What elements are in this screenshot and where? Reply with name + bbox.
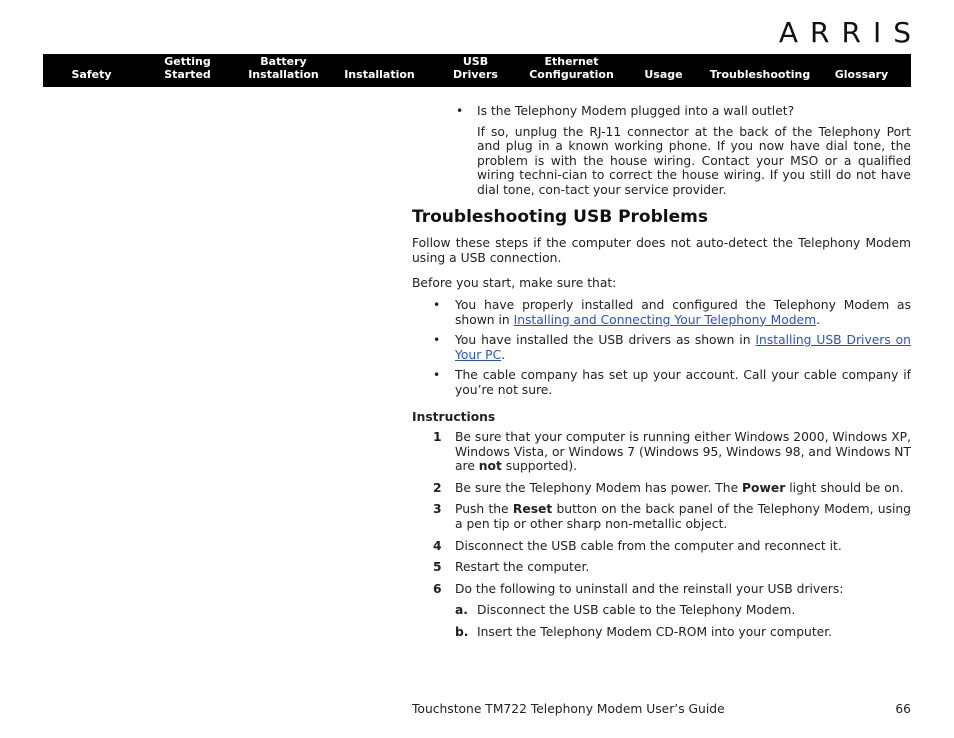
installing-usb-drivers-link[interactable]: Installing USB Drivers on Your PC [455,333,911,362]
top-nav-bar [43,54,911,87]
step-item: 5 Restart the computer. [433,560,590,575]
step-item: 3 Push the Reset button on the back panel of the Telephony Modem, using a pen tip or other sharp non-metallic object. [433,502,911,532]
prereq-item: • You have installed the USB drivers as shown in Installing USB Drivers on Your PC. [412,333,911,362]
nav-ethernet-configuration[interactable]: Ethernet Configuration [529,55,614,81]
nav-battery-installation[interactable]: Battery Installation [248,55,319,81]
installing-modem-link[interactable]: Installing and Connecting Your Telephony Modem [513,312,817,327]
paragraph: Follow these steps if the computer does not auto-detect the Telephony Modem using a USB connection. [412,236,911,265]
footer-doc-title: Touchstone TM722 Telephony Modem User’s Guide [412,702,725,716]
nav-troubleshooting[interactable]: Troubleshooting [709,68,811,81]
nav-usage[interactable]: Usage [644,68,683,81]
step-item: 2 Be sure the Telephony Modem has power. The Power light should be on. [433,480,904,495]
arris-logo: ARRIS [778,16,923,49]
step-item: 1 Be sure that your computer is running either Windows 2000, Windows XP, Windows Vista, or Windows 7 (Windows 95, Windows 98, and Windows NT are not supported). [433,430,911,474]
prereq-item: • You have properly installed and configured the Telephony Modem as shown in Installing and Connecting Your Telephony Modem. [412,298,911,327]
instructions-heading: Instructions [412,409,496,424]
nav-installation[interactable]: Installation [344,68,415,81]
substep-item: a. Disconnect the USB cable to the Telephony Modem. [455,603,796,618]
nav-safety[interactable]: Safety [71,68,112,81]
main-content [412,104,911,647]
nav-usb-drivers[interactable]: USB Drivers [453,55,498,81]
paragraph: Before you start, make sure that: [412,276,617,291]
prereq-item: • The cable company has set up your account. Call your cable company if you’re not sure. [412,368,911,397]
section-title: Troubleshooting USB Problems [412,206,708,227]
substep-item: b. Insert the Telephony Modem CD-ROM into your computer. [455,625,833,640]
nav-getting-started[interactable]: Getting Started [164,55,211,81]
step-item: 6 Do the following to uninstall and the reinstall your USB drivers: [433,581,844,596]
list-item: • Is the Telephony Modem plugged into a wall outlet? [412,104,911,119]
footer-page-number: 66 [895,702,911,716]
step-item: 4 Disconnect the USB cable from the computer and reconnect it. [433,538,842,553]
paragraph: If so, unplug the RJ-11 connector at the back of the Telephony Port and plug in a known working phone. If you now have dial tone, the problem is with the house wiring. Contact your MSO or a qualified wiring techni-cian to correct the house wiring. If you still do not have dial tone, con-tact your service provider. [477,124,911,197]
nav-glossary[interactable]: Glossary [834,68,889,81]
